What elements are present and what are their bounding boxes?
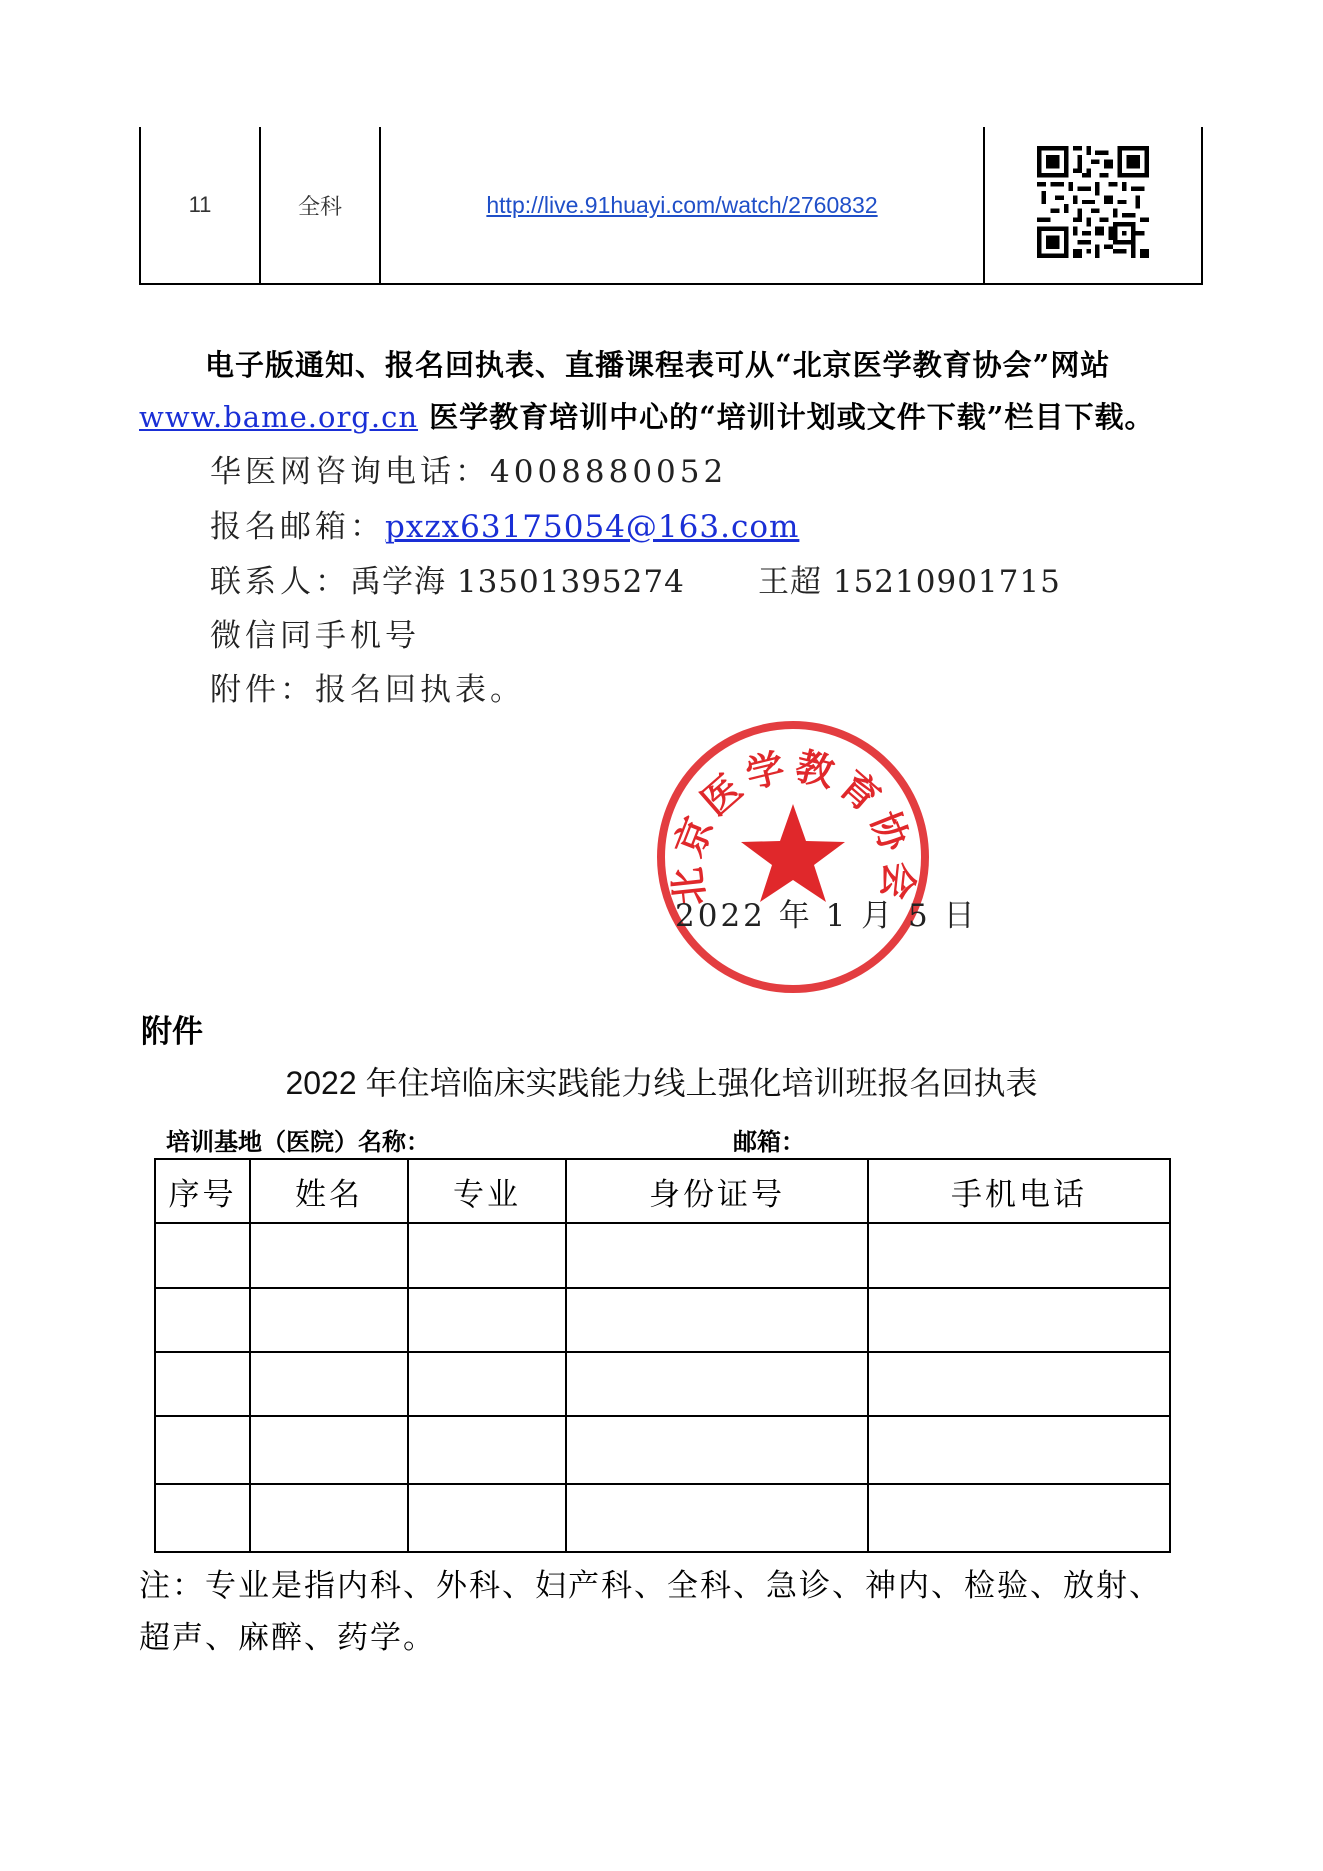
table-cell — [868, 1352, 1170, 1416]
download-notice-rest: 医学教育培训中心的“培训计划或文件下载”栏目下载。 — [429, 400, 1155, 434]
table-cell — [155, 1223, 250, 1288]
table-header-row — [155, 1159, 1170, 1223]
qr-cell — [984, 127, 1202, 284]
registration-table — [154, 1158, 1171, 1553]
course-link-cell — [380, 127, 984, 284]
course-subject: 全科 — [260, 127, 380, 284]
table-cell — [566, 1352, 868, 1416]
contact-person-1: 禹学海 13501395274 — [350, 564, 685, 600]
wechat-note: 微信同手机号 — [210, 618, 420, 654]
email-label: 报名邮箱： — [210, 509, 385, 545]
attachment-note: 附件：报名回执表。 — [210, 672, 525, 708]
table-cell — [155, 1352, 250, 1416]
consult-phone: 华医网咨询电话：4008880052 — [210, 454, 728, 490]
table-row — [155, 1416, 1170, 1484]
table-cell — [566, 1223, 868, 1288]
table-row — [155, 1288, 1170, 1352]
table-cell — [868, 1484, 1170, 1552]
email-link[interactable]: pxzx63175054@163.com — [385, 509, 800, 545]
download-notice-line1: 电子版通知、报名回执表、直播课程表可从“北京医学教育协会”网站 — [205, 348, 1111, 382]
email-line — [210, 501, 799, 546]
table-cell — [250, 1484, 408, 1552]
table-cell — [408, 1352, 566, 1416]
official-seal — [652, 716, 934, 998]
header-index: 序号 — [155, 1159, 250, 1223]
contact-label: 联系人： — [210, 564, 350, 600]
contact-line — [210, 556, 685, 601]
seal-text: 北京医学教育协会 — [664, 743, 922, 908]
form-email-label: 邮箱： — [733, 1127, 805, 1156]
table-cell — [408, 1484, 566, 1552]
table-cell — [155, 1288, 250, 1352]
table-cell — [250, 1352, 408, 1416]
form-title: 2022 年住培临床实践能力线上强化培训班报名回执表 — [285, 1065, 1038, 1101]
table-cell — [566, 1416, 868, 1484]
header-id-number: 身份证号 — [566, 1159, 868, 1223]
seal-star-icon — [741, 804, 845, 902]
header-name: 姓名 — [250, 1159, 408, 1223]
course-link[interactable]: http://live.91huayi.com/watch/2760832 — [486, 191, 878, 218]
table-cell — [250, 1223, 408, 1288]
table-cell — [408, 1416, 566, 1484]
course-index: 11 — [140, 127, 260, 284]
header-specialty: 专业 — [408, 1159, 566, 1223]
table-cell — [566, 1484, 868, 1552]
table-row — [155, 1223, 1170, 1288]
table-row — [155, 1352, 1170, 1416]
table-cell — [868, 1223, 1170, 1288]
issue-date: 2022 年 1 月 5 日 — [675, 898, 978, 934]
specialty-note-line2: 超声、麻醉、药学。 — [139, 1620, 436, 1656]
table-cell — [868, 1416, 1170, 1484]
download-notice-line2 — [139, 395, 1155, 436]
table-row — [140, 127, 1202, 284]
website-link[interactable]: www.bame.org.cn — [139, 400, 419, 434]
table-cell — [155, 1484, 250, 1552]
course-table — [139, 127, 1203, 285]
table-row — [155, 1484, 1170, 1552]
table-cell — [868, 1288, 1170, 1352]
specialty-note-line1: 注：专业是指内科、外科、妇产科、全科、急诊、神内、检验、放射、 — [139, 1568, 1162, 1604]
training-base-label: 培训基地（医院）名称： — [166, 1127, 430, 1156]
table-cell — [408, 1288, 566, 1352]
header-phone: 手机电话 — [868, 1159, 1170, 1223]
table-cell — [408, 1223, 566, 1288]
contact-person-2: 王超 15210901715 — [758, 564, 1061, 600]
table-cell — [250, 1288, 408, 1352]
qr-code-icon — [1037, 146, 1149, 258]
annex-label: 附件 — [141, 1014, 203, 1050]
table-cell — [566, 1288, 868, 1352]
table-cell — [155, 1416, 250, 1484]
table-cell — [250, 1416, 408, 1484]
